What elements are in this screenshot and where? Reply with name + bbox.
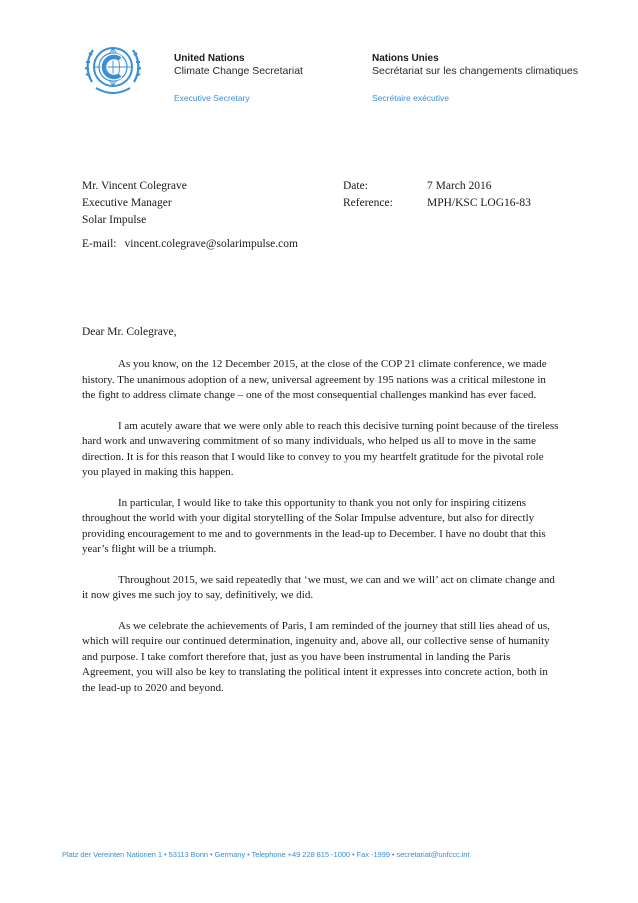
footer-address: Platz der Vereinten Nationen 1 • 53113 Bonn • Germany • Telephone +49 228 815 -1000 • Fax -1999 • secretariat@unfccc.int [62,850,470,859]
header-office-fr: Secrétaire exécutive [372,93,450,103]
body-paragraph: As we celebrate the achievements of Paris, I am reminded of the journey that still lies ahead of us, which will require our continued determination, ingenuity and, above all, our collective sense of humanity and purpose. I take comfort therefore that, just as you have been instrumental in landing the Paris Agreement, you will also be key to translating the political intent it expresses into concrete action, both in the lead-up to 2020 and beyond. [82,619,550,694]
recipient-name: Mr. Vincent Colegrave [82,180,187,192]
letter-meta [343,178,531,212]
body-paragraph: As you know, on the 12 December 2015, at the close of the COP 21 climate conference, we made history. The unanimous adoption of a new, universal agreement by 195 nations was a critical milestone in the fight to address climate change – one of the most consequential challenges mankind has ever faced. [82,358,547,401]
date-value: 7 March 2016 [427,180,492,192]
header-english [174,53,303,104]
recipient-title: Executive Manager [82,197,172,209]
reference-value: MPH/KSC LOG16-83 [427,197,531,209]
date-label: Date: [343,180,368,192]
recipient-org: Solar Impulse [82,214,147,226]
header-org-fr: Nations Unies [372,53,439,64]
header-subtitle-en: Climate Change Secretariat [174,65,303,77]
body-paragraph: Throughout 2015, we said repeatedly that ‘we must, we can and we will’ act on climate change and it now gives me such joy to say, definitively, we did. [82,573,555,601]
salutation: Dear Mr. Colegrave, [82,326,177,338]
reference-label: Reference: [343,197,393,209]
recipient-address [82,178,187,229]
unfccc-logo-icon [82,38,144,100]
recipient-email [82,236,298,253]
email-label: E-mail: [82,238,117,250]
body-paragraph: In particular, I would like to take this opportunity to thank you not only for inspiring citizens throughout the world with your digital storytelling of the Solar Impulse adventure, but also for directly providing encouragement to me and to governments in the lead-up to December. I have no doubt that this year’s flight will be a triumph. [82,496,546,555]
header-subtitle-fr: Secrétariat sur les changements climatiques [372,65,579,77]
body-paragraph: I am acutely aware that we were only able to reach this decisive turning point because of the tireless hard work and unwavering commitment of so many individuals, who helped us all to move in the same direction. It is for this reason that I would like to convey to you my heartfelt gratitude for the pivotal role you played in making this happen. [82,419,559,478]
email-value: vincent.colegrave@solarimpulse.com [124,238,298,250]
header-french [372,53,578,104]
header-org-en: United Nations [174,53,245,64]
header-office-en: Executive Secretary [174,93,250,103]
letter-body [82,357,560,711]
